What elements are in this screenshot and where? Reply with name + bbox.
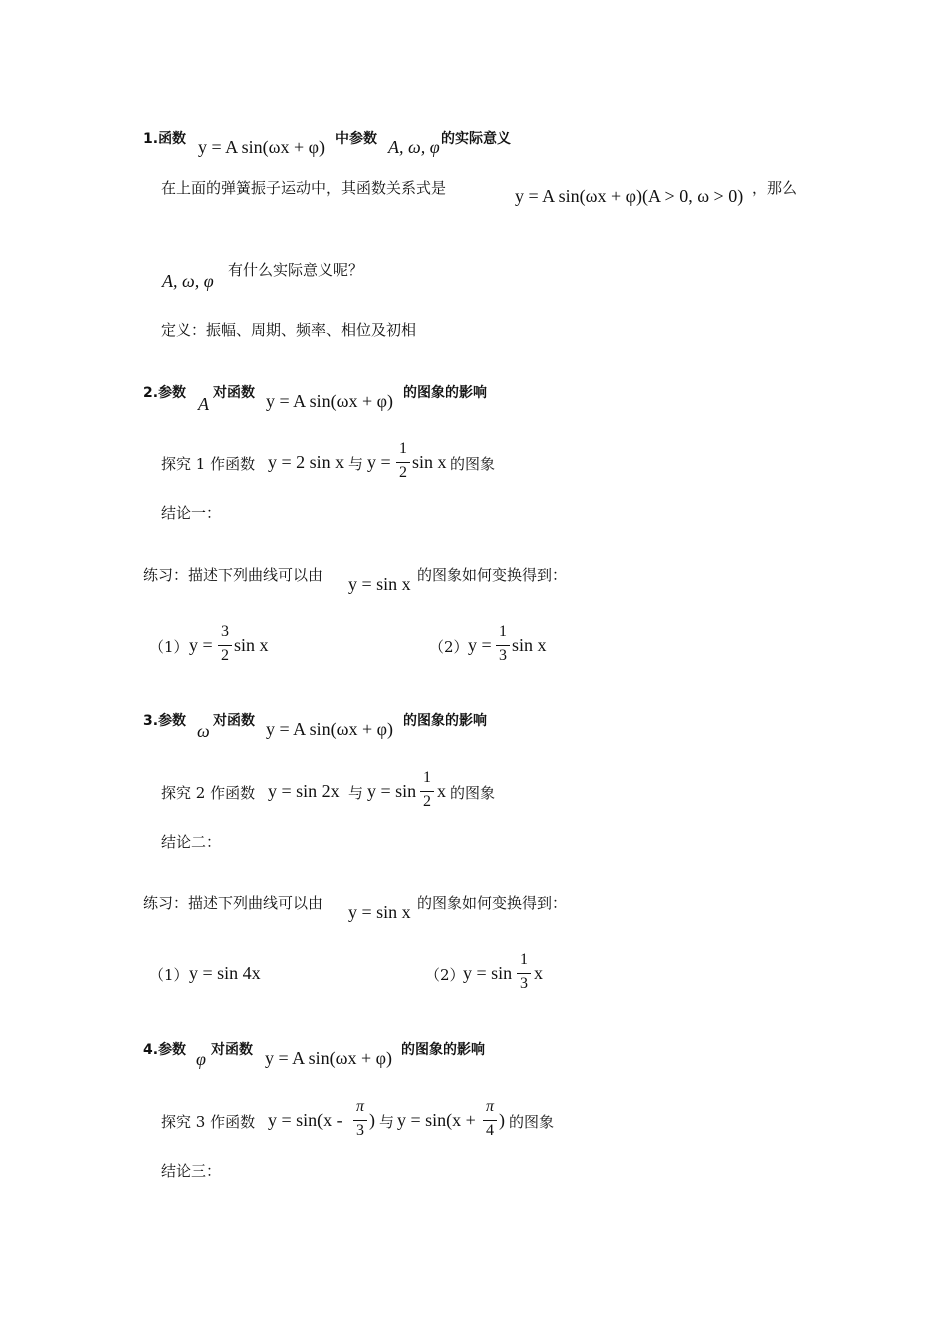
section-number: 1.	[143, 131, 159, 147]
explore-text: 的图象	[450, 784, 496, 802]
formula: y = sin 2x	[268, 781, 340, 801]
section-number: 3.	[143, 713, 159, 729]
heading-text: 参数	[158, 385, 187, 401]
section-4-heading	[143, 1040, 186, 1060]
explore-text: 探究 1 作函数	[161, 455, 256, 473]
explore-text: 的图象	[509, 1113, 555, 1131]
formula: sin x	[412, 452, 447, 472]
fraction-bar	[420, 791, 434, 792]
formula: y = sin(x -	[268, 1110, 343, 1130]
fraction-numerator: π	[355, 1098, 364, 1115]
paragraph-text: ，那么	[752, 179, 798, 197]
fraction-numerator: 3	[221, 623, 229, 640]
fraction-numerator: 1	[499, 623, 507, 640]
heading-text: 中参数	[335, 131, 377, 147]
fraction-denominator: 2	[423, 793, 431, 810]
param-list: A, ω, φ	[162, 271, 214, 291]
formula: y = A sin(ωx + φ)(A > 0, ω > 0)	[515, 186, 744, 206]
heading-text: 的实际意义	[441, 131, 511, 147]
conjunction-text: 与	[348, 455, 364, 473]
param-symbol: ω	[197, 721, 210, 741]
explore-text: 的图象	[450, 455, 496, 473]
practice-text: 的图象如何变换得到：	[417, 894, 568, 912]
fraction-numerator: 1	[399, 440, 407, 457]
param-symbol: φ	[196, 1049, 206, 1069]
section-1-heading	[143, 129, 186, 149]
item-label: （1）	[149, 638, 189, 656]
fraction-numerator: 1	[423, 769, 431, 786]
practice-text: 的图象如何变换得到：	[417, 566, 568, 584]
section-2-heading	[143, 383, 186, 403]
conjunction-text: 与	[379, 1113, 395, 1131]
conclusion-label: 结论二：	[161, 833, 222, 851]
fraction-numerator: π	[485, 1098, 494, 1115]
conjunction-text: 与	[348, 784, 364, 802]
heading-text: 参数	[158, 1042, 187, 1058]
formula: y = A sin(ωx + φ)	[198, 137, 326, 157]
heading-text: 参数	[158, 713, 187, 729]
fraction-numerator: 1	[520, 951, 528, 968]
fraction-denominator: 3	[356, 1122, 364, 1139]
fraction-denominator: 4	[486, 1122, 494, 1139]
formula: y = 2 sin x	[268, 452, 345, 472]
formula: x	[534, 963, 543, 983]
heading-text: 函数	[158, 131, 187, 147]
formula: )	[499, 1110, 505, 1130]
formula: y =	[189, 635, 213, 655]
formula: y = A sin(ωx + φ)	[266, 719, 394, 739]
heading-text: 对函数	[213, 713, 255, 729]
item-label: （2）	[425, 966, 465, 984]
formula: y = A sin(ωx + φ)	[266, 391, 394, 411]
formula: y =	[367, 452, 391, 472]
section-number: 4.	[143, 1042, 159, 1058]
fraction-denominator: 3	[499, 647, 507, 664]
formula: y = sin x	[348, 574, 411, 594]
fraction-denominator: 2	[221, 647, 229, 664]
explore-text: 探究 2 作函数	[161, 784, 256, 802]
formula: y = sin x	[348, 902, 411, 922]
fraction-bar	[353, 1120, 367, 1121]
item-label: （2）	[429, 638, 469, 656]
formula: sin x	[234, 635, 269, 655]
practice-text: 练习：描述下列曲线可以由	[143, 894, 324, 912]
fraction-bar	[496, 645, 510, 646]
conclusion-label: 结论三：	[161, 1162, 222, 1180]
param-list: A, ω, φ	[388, 137, 440, 157]
fraction-denominator: 2	[399, 464, 407, 481]
definition-text: 定义：振幅、周期、频率、相位及初相	[161, 321, 417, 339]
formula: y = sin	[463, 963, 513, 983]
fraction-bar	[218, 645, 232, 646]
fraction-bar	[483, 1120, 497, 1121]
formula: y = A sin(ωx + φ)	[265, 1048, 393, 1068]
fraction-denominator: 3	[520, 975, 528, 992]
heading-text: 的图象的影响	[403, 385, 487, 401]
question-text: 有什么实际意义呢？	[228, 261, 364, 279]
heading-text: 的图象的影响	[401, 1042, 485, 1058]
heading-text: 对函数	[211, 1042, 253, 1058]
item-label: （1）	[149, 966, 189, 984]
heading-text: 对函数	[213, 385, 255, 401]
fraction-bar	[396, 462, 410, 463]
section-number: 2.	[143, 385, 159, 401]
formula: y = sin(x +	[397, 1110, 476, 1130]
formula: x	[437, 781, 446, 801]
heading-text: 的图象的影响	[403, 713, 487, 729]
formula: sin x	[512, 635, 547, 655]
practice-text: 练习：描述下列曲线可以由	[143, 566, 324, 584]
explore-text: 探究 3 作函数	[161, 1113, 256, 1131]
formula: )	[369, 1110, 375, 1130]
param-symbol: A	[198, 394, 209, 414]
section-3-heading	[143, 711, 186, 731]
conclusion-label: 结论一：	[161, 504, 222, 522]
formula: y =	[468, 635, 492, 655]
formula: y = sin	[367, 781, 417, 801]
fraction-bar	[517, 973, 531, 974]
formula: y = sin 4x	[189, 963, 261, 983]
paragraph-text: 在上面的弹簧振子运动中，其函数关系式是	[161, 179, 447, 197]
